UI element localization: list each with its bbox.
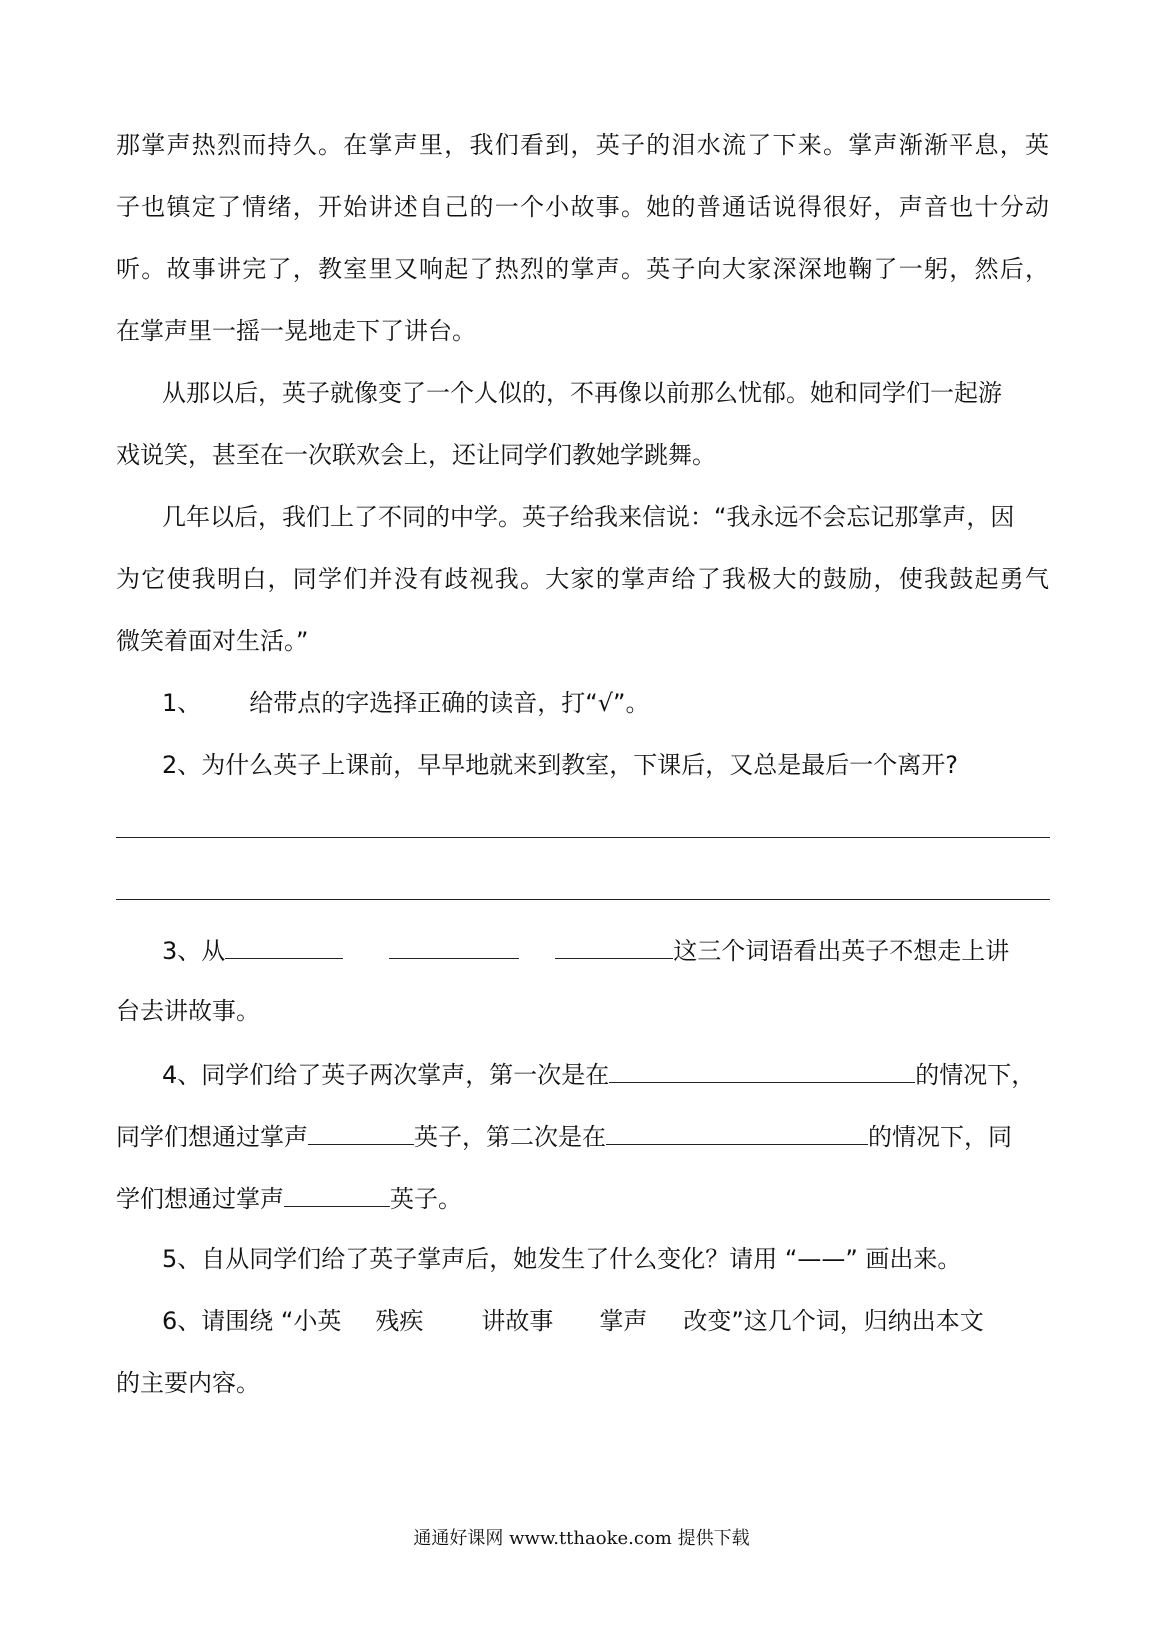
paragraph-2-line-1: 从那以后，英子就像变了一个人似的，不再像以前那么忧郁。她和同学们一起游 [162,379,1002,407]
answer-line-2[interactable] [116,899,1050,900]
question-6-word-5: 改变”这几个词，归纳出本文 [683,1307,984,1335]
question-3 [162,932,1009,968]
question-6 [162,1304,984,1338]
question-4-text-c: 同学们想通过掌声 [116,1123,308,1151]
paragraph-1-line-2: 子 也 镇 定 了 情 绪 ， 开 始 讲 述 自 己 的 一 个 小 故 事 。 她 的 普 通 话 说 得 很 好 ， 声 音 也 十 分 动 [116,193,1049,221]
question-4-line-3 [116,1180,462,1216]
question-4-text-g: 英子。 [390,1185,462,1213]
question-4-text-b: 的情况下， [915,1061,1036,1089]
question-4-blank-2[interactable] [308,1118,414,1145]
question-4-blank-3[interactable] [606,1118,868,1145]
question-6-word-2: 残疾 [375,1307,424,1335]
question-4-text-a: 4、同学们给了英子两次掌声，第一次是在 [162,1061,610,1089]
question-4-text-e: 的情况下，同 [868,1123,1012,1151]
question-6-word-3: 讲故事 [481,1307,554,1335]
question-6-word-4: 掌声 [599,1307,648,1335]
question-3-prefix: 3、从 [162,937,226,965]
question-3-suffix: 这三个词语看出英子不想走上讲 [673,937,1010,965]
question-4-line-1 [162,1056,1035,1092]
question-3-blank-2[interactable] [389,932,519,959]
paragraph-3-line-2: 为 它 使 我 明 白 ， 同 学 们 并 没 有 歧 视 我 。 大 家 的 掌 声 给 了 我 极 大 的 鼓 励 ， 使 我 鼓 起 勇 气 [116,565,1049,593]
paragraph-2-line-2: 戏说笑，甚至在一次联欢会上，还让同学们教她学跳舞。 [116,441,716,469]
question-5: 5、自从同学们给了英子掌声后，她发生了什么变化？请用 “——” 画出来。 [162,1245,962,1273]
question-3-blank-3[interactable] [555,932,673,959]
question-2: 2、为什么英子上课前，早早地就来到教室，下课后，又总是最后一个离开? [162,751,959,779]
page-footer: 通通好课网 www.tthaoke.com 提供下载 [413,1528,750,1549]
question-6-pre: 6、请围绕 “小英 [162,1307,342,1335]
question-4-text-d: 英子，第二次是在 [414,1123,606,1151]
question-3-blank-1[interactable] [225,932,343,959]
paragraph-1-line-3: 听 。 故 事 讲 完 了 ， 教 室 里 又 响 起 了 热 烈 的 掌 声 。 英 子 向 大 家 深 深 地 鞠 了 一 躬 ， 然 后 ， [116,255,1049,283]
paragraph-3-line-1: 几年以后，我们上了不同的中学。英子给我来信说：“我永远不会忘记那掌声，因 [162,503,1015,531]
question-4-blank-1[interactable] [609,1056,915,1083]
answer-line-1[interactable] [116,837,1050,838]
question-1-text: 给带点的字选择正确的读音，打“√”。 [249,689,650,717]
question-3-line-2: 台去讲故事。 [116,997,260,1025]
question-4-line-2 [116,1118,1012,1154]
question-4-blank-4[interactable] [284,1180,390,1207]
question-6-line-2: 的主要内容。 [116,1369,260,1397]
question-1 [162,686,649,720]
question-4-text-f: 学们想通过掌声 [116,1185,284,1213]
paragraph-1-line-1: 那 掌 声 热 烈 而 持 久 。 在 掌 声 里 ， 我 们 看 到 ， 英 子 的 泪 水 流 了 下 来 。 掌 声 渐 渐 平 息 ， 英 [116,131,1049,159]
question-1-number: 1、 [162,689,202,717]
paragraph-3-line-3: 微笑着面对生活。” [116,627,309,655]
paragraph-1-line-4: 在掌声里一摇一晃地走下了讲台。 [116,317,476,345]
